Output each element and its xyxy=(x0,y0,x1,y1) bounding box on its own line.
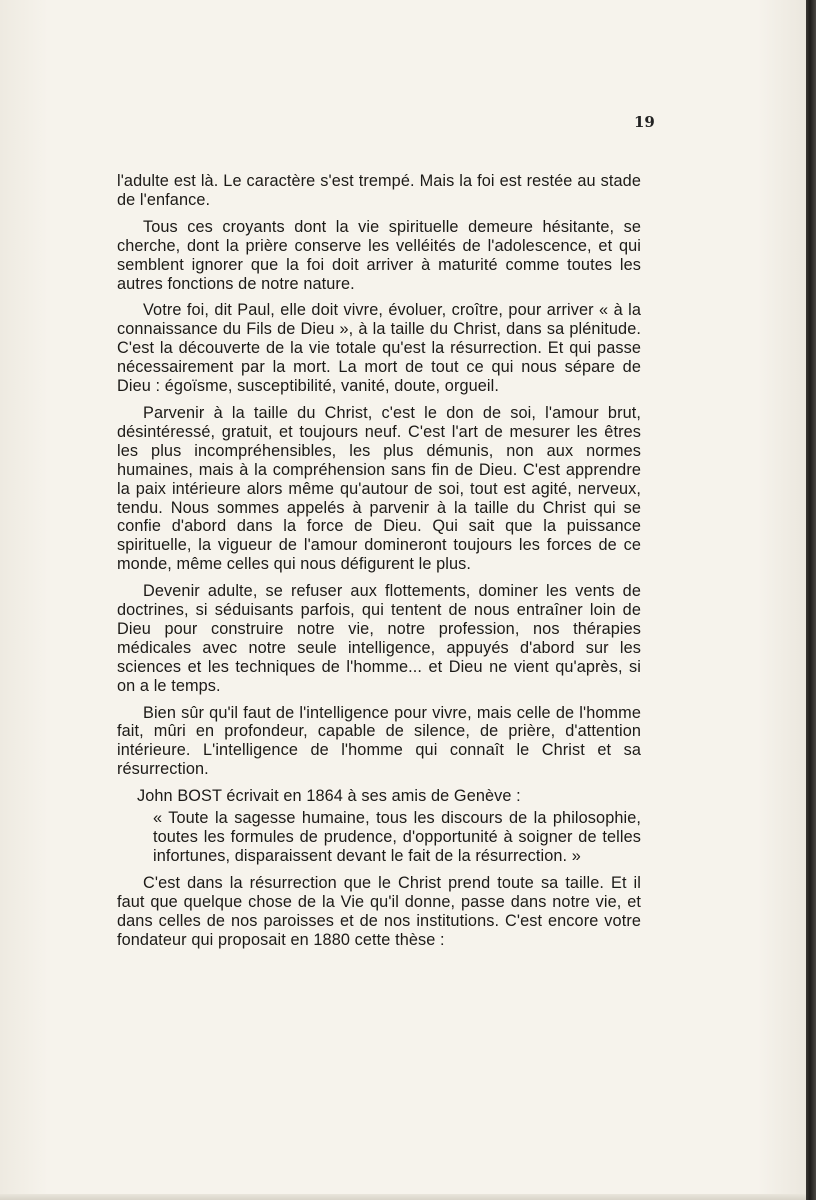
paragraph-7: John BOST écrivait en 1864 à ses amis de Genève : xyxy=(137,787,521,806)
page-number: 19 xyxy=(634,113,655,131)
book-spine-edge xyxy=(806,0,816,1200)
paragraph-9: C'est dans la résurrection que le Christ prend toute sa taille. Et il faut que quelque chose de la Vie qu'il donne, passe dans notre vie, et dans celles de nos paroisses et de nos institutions. C'est encore votre fondateur qui proposait en 1880 cette thèse : xyxy=(117,873,641,949)
paragraph-1: l'adulte est là. Le caractère s'est trempé. Mais la foi est restée au stade de l'enfance. xyxy=(117,172,641,209)
paragraph-2: Tous ces croyants dont la vie spirituelle demeure hésitante, se cherche, dont la prière conserve les velléités de l'adolescence, et qui semblent ignorer que la foi doit arriver à maturité comme toutes les autres fonctions de notre nature. xyxy=(117,217,641,293)
paragraph-6: Bien sûr qu'il faut de l'intelligence pour vivre, mais celle de l'homme fait, mûri en profondeur, capable de silence, de prière, d'attention intérieure. L'intelligence de l'homme qui connaît le Christ et sa résurrection. xyxy=(117,703,641,779)
body-text xyxy=(117,172,641,949)
block-quote: « Toute la sagesse humaine, tous les discours de la philosophie, toutes les formules de prudence, d'opportunité à soigner de telles infortunes, disparaissent devant le fait de la résurrection. » xyxy=(153,809,641,865)
paragraph-5: Devenir adulte, se refuser aux flottements, dominer les vents de doctrines, si séduisants parfois, qui tentent de nous entraîner loin de Dieu pour construire notre vie, notre profession, nos thérapies médicales avec notre seule intelligence, appuyés d'abord sur les sciences et les techniques de l'homme... et Dieu ne vient qu'après, si on a le temps. xyxy=(117,582,641,695)
page-bottom-edge xyxy=(0,1194,806,1200)
paragraph-4: Parvenir à la taille du Christ, c'est le don de soi, l'amour brut, désintéressé, gratuit, et toujours neuf. C'est l'art de mesurer les êtres les plus incompréhensibles, les plus démunis, non aux normes humaines, mais à la compréhension sans fin de Dieu. C'est apprendre la paix intérieure alors même qu'autour de soi, tout est agité, nerveux, tendu. Nous sommes appelés à parvenir à la taille du Christ qui se confie d'abord dans la force de Dieu. Qui sait que la puissance spirituelle, la vigueur de l'amour domineront toujours les forces de ce monde, même celles qui nous défigurent le plus. xyxy=(117,403,641,574)
paragraph-3: Votre foi, dit Paul, elle doit vivre, évoluer, croître, pour arriver « à la connaissance du Fils de Dieu », à la taille du Christ, dans sa plénitude. C'est la découverte de la vie totale qu'est la résurrection. Et qui passe nécessairement par la mort. La mort de tout ce qui nous sépare de Dieu : égoïsme, susceptibilité, vanité, doute, orgueil. xyxy=(117,301,641,396)
